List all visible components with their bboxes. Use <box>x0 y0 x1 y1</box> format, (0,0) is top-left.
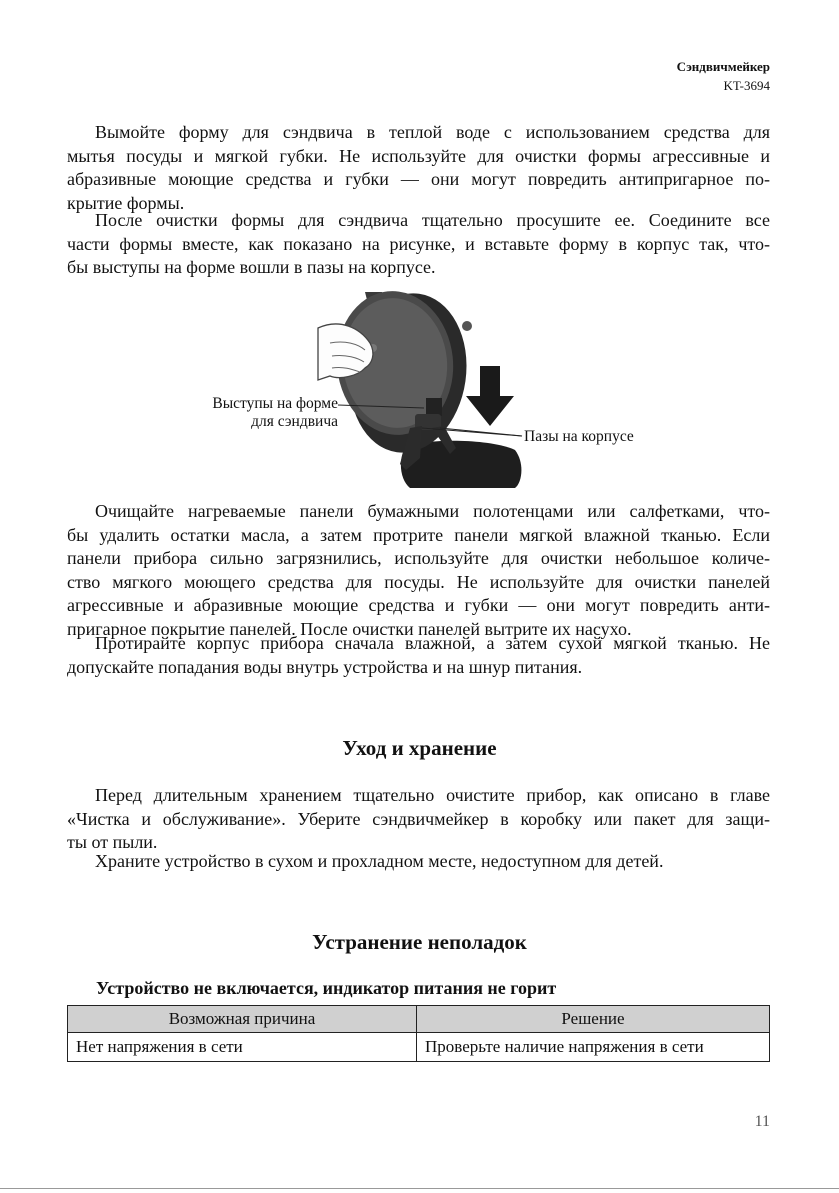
text-line: крытие формы. <box>67 192 185 213</box>
text-line: Протирайте корпус прибора сначала влажной, а затем сухой мягкой тканью. Не <box>95 633 770 653</box>
text-line: ты от пыли. <box>67 832 158 853</box>
text-line: мытья посуды и мягкой губки. Не используйте для очистки формы агрессивные и <box>67 145 770 166</box>
header-cause: Возможная причина <box>68 1006 417 1033</box>
text-line: «Чистка и обслуживание». Уберите сэндвичмейкер в коробку или пакет для защи- <box>67 808 770 829</box>
text-line: бы выступы на форме вошли в пазы на корпусе. <box>67 257 436 278</box>
paragraph-store-dry <box>67 850 770 874</box>
label-body-slots: Пазы на корпусе <box>524 428 634 445</box>
header-brand: Сэндвичмейкер <box>676 59 770 74</box>
paragraph-clean-panels <box>67 500 770 642</box>
bottom-divider <box>0 1188 839 1189</box>
header-model: KT-3694 <box>723 78 770 93</box>
text-line: пригарное покрытие панелей. После очистки панелей вытрите их насухо. <box>67 618 632 639</box>
paragraph-wipe-body <box>67 632 770 679</box>
paragraph-wash-form <box>67 121 770 215</box>
header-solution: Решение <box>417 1006 770 1033</box>
text-line: Храните устройство в сухом и прохладном месте, недоступном для детей. <box>95 851 664 871</box>
assembly-illustration <box>160 288 660 488</box>
text-line: части формы вместе, как показано на рисунке, и вставьте форму в корпус так, что- <box>67 233 770 254</box>
text-line: Очищайте нагреваемые панели бумажными полотенцами или салфетками, что- <box>95 501 770 521</box>
text-line: Вымойте форму для сэндвича в теплой воде с использованием средства для <box>95 122 770 142</box>
paragraph-long-storage <box>67 784 770 855</box>
label-form-protrusions-line2: для сэндвича <box>251 413 338 430</box>
heading-troubleshooting: Устранение неполадок <box>312 930 527 954</box>
cell-solution: Проверьте наличие напряжения в сети <box>417 1033 770 1062</box>
table-row <box>68 1033 770 1062</box>
sandwich-form-drawing <box>160 288 660 488</box>
text-line: панели прибора сильно загрязнились, используйте для очистки небольшое количе- <box>67 548 770 569</box>
troubleshooting-table <box>67 1005 770 1062</box>
problem-heading: Устройство не включается, индикатор питания не горит <box>96 978 557 998</box>
text-line: Перед длительным хранением тщательно очистите прибор, как описано в главе <box>95 785 770 805</box>
table-header-row <box>68 1006 770 1033</box>
page-header <box>677 57 770 95</box>
text-line: бы удалить остатки масла, а затем протрите панели мягкой влажной тканью. Если <box>67 524 770 545</box>
label-form-protrusions <box>168 395 338 431</box>
text-line: агрессивные и абразивные моющие средства и губки — они могут повредить анти- <box>67 595 770 616</box>
label-form-protrusions-line1: Выступы на форме <box>212 395 338 412</box>
cell-cause: Нет напряжения в сети <box>68 1033 417 1062</box>
paragraph-assemble-form <box>67 209 770 280</box>
page-number: 11 <box>754 1113 770 1130</box>
text-line: допускайте попадания воды внутрь устройства и на шнур питания. <box>67 656 583 677</box>
heading-care-storage: Уход и хранение <box>342 736 497 760</box>
text-line: абразивные моющие средства и губки — они могут повредить антипригарное по- <box>67 169 770 190</box>
text-line: ство мягкого моющего средства для посуды. Не используйте для очистки панелей <box>67 571 770 592</box>
text-line: После очистки формы для сэндвича тщательно просушите ее. Соедините все <box>95 210 770 230</box>
